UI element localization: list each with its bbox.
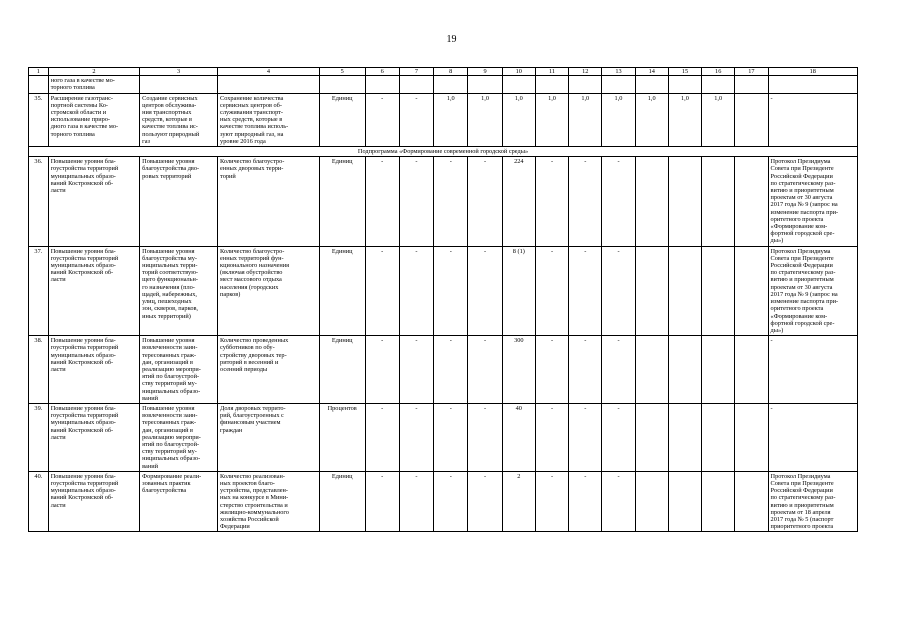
column-number: 4 [218,68,320,76]
unit: Единиц [319,336,365,404]
indicator-value: - [399,246,433,335]
indicator-name: Сохранение количества сервисных центров об- служивания транспорт- ных средств, которые в качестве топлива исполь- зуют природный газ, на уровне 2016 года [218,93,320,146]
indicator-value: - [434,403,468,471]
empty-cell [502,76,535,93]
unit: Процентов [319,403,365,471]
measure-name: Повышение уровня бла- гоустройства территорий муниципальных образо- ваний Костромской об- ласти [48,157,139,246]
indicator-value: 8 (1) [502,246,535,335]
indicator-value: 1,0 [569,93,602,146]
indicator-value: 1,0 [668,93,701,146]
empty-cell [140,76,218,93]
indicator-value: - [468,403,502,471]
measure-name: Повышение уровня бла- гоустройства территорий муниципальных образо- ваний Костромской об- ласти [48,246,139,335]
indicator-value: - [468,471,502,532]
empty-cell [319,76,365,93]
column-number: 7 [399,68,433,76]
indicator-value [735,471,768,532]
unit: Единиц [319,93,365,146]
subprogram-row [29,147,858,157]
continuation-row [29,76,858,93]
indicator-value: - [602,336,635,404]
empty-cell [535,76,568,93]
column-number: 14 [635,68,668,76]
empty-cell [735,76,768,93]
indicator-value: - [365,403,399,471]
empty-cell [468,76,502,93]
column-number: 16 [702,68,735,76]
indicator-value: - [468,157,502,246]
indicator-value: - [365,157,399,246]
indicator-value: - [535,336,568,404]
indicators-table [28,67,858,532]
empty-cell [668,76,701,93]
indicator-value [635,336,668,404]
indicator-value: - [434,246,468,335]
indicator-value: 224 [502,157,535,246]
table-row [29,336,858,404]
event-name: Формирование реали- зованных практик благоустройства [140,471,218,532]
column-number: 15 [668,68,701,76]
indicator-value: - [434,471,468,532]
indicator-value: 1,0 [502,93,535,146]
column-number: 2 [48,68,139,76]
indicator-value: - [365,336,399,404]
indicator-value: - [468,336,502,404]
indicator-name: Доля дворовых террито- рий, благоустроенных с финансовым участием граждан [218,403,320,471]
indicator-value [702,246,735,335]
indicator-value: - [535,471,568,532]
indicator-value: - [434,157,468,246]
column-number: 1 [29,68,49,76]
unit: Единиц [319,157,365,246]
row-number: 39. [29,403,49,471]
indicator-value: - [365,471,399,532]
indicator-value: - [365,93,399,146]
indicator-value [735,93,768,146]
subprogram-title: Подпрограмма «Формирование современной городской среды» [29,147,858,157]
empty-cell [365,76,399,93]
indicator-value: - [399,336,433,404]
row-number: 37. [29,246,49,335]
page-number: 19 [446,34,457,45]
empty-cell [635,76,668,93]
note: Протокол Президиума Совета при Президенте Российской Федерации по стратегическому раз- витию и приоритетным проектам от 30 августа 2017 года № 9 (запрос на изменение паспорта при- оритетного проекта «Формирование ком- фортной городской сре- ды») [768,246,857,335]
indicator-value [735,157,768,246]
empty-cell [399,76,433,93]
table-row [29,93,858,146]
indicator-value [668,246,701,335]
row-number: 38. [29,336,49,404]
indicator-value: 1,0 [468,93,502,146]
indicator-value: - [569,157,602,246]
indicator-value [702,403,735,471]
empty-cell [218,76,320,93]
unit: Единиц [319,246,365,335]
empty-cell [569,76,602,93]
indicator-value: - [399,403,433,471]
table-row [29,403,858,471]
row-number-cell [29,76,49,93]
note: Протокол Президиума Совета при Президенте Российской Федерации по стратегическому раз- витию и приоритетным проектам от 18 апреля 2017 года № 5 (паспорт приоритетного проекта [768,471,857,532]
column-number: 11 [535,68,568,76]
indicator-value [668,471,701,532]
event-name: Повышение уровня благоустройства дво- ровых территорий [140,157,218,246]
event-name: Повышение уровня вовлеченности заин- тересованных граж- дан, организаций в реализацию меропри- ятий по благоустрой- ству территорий му- ниципальных образо- ваний [140,403,218,471]
indicator-value [668,403,701,471]
table-row [29,157,858,246]
indicator-value: - [468,246,502,335]
indicator-value: - [399,157,433,246]
indicator-value: 1,0 [535,93,568,146]
event-name: Повышение уровня вовлеченности заин- тересованных граж- дан, организаций в реализацию меропри- ятий по благоустрой- ству территорий му- ниципальных образо- ваний [140,336,218,404]
measure-name: Повышение уровня бла- гоустройства территорий муниципальных образо- ваний Костромской об- ласти [48,471,139,532]
indicator-value: 2 [502,471,535,532]
indicator-value: - [434,336,468,404]
indicator-value: - [569,403,602,471]
measure-name: Повышение уровня бла- гоустройства территорий муниципальных образо- ваний Костромской об- ласти [48,403,139,471]
table-row [29,471,858,532]
indicator-value [735,336,768,404]
indicator-name: Количество благоустро- енных территорий фун- кционального назначения (включая обустройство мест массового отдыха населения (городских парков) [218,246,320,335]
indicator-value: - [602,246,635,335]
indicator-value [668,336,701,404]
note: Протокол Президиума Совета при Президенте Российской Федерации по стратегическому раз- витию и приоритетным проектам от 30 августа 2017 года № 9 (запрос на изменение паспорта при- оритетного проекта «Формирование ком- фортной городской сре- ды») [768,157,857,246]
indicator-value [668,157,701,246]
indicator-value: - [535,246,568,335]
indicator-value: - [602,157,635,246]
indicator-value: 1,0 [635,93,668,146]
empty-cell [434,76,468,93]
indicator-value: 40 [502,403,535,471]
indicator-value: - [602,403,635,471]
column-number: 17 [735,68,768,76]
column-number: 10 [502,68,535,76]
empty-cell [602,76,635,93]
indicator-value: - [365,246,399,335]
note: - [768,93,857,146]
indicator-value: - [535,157,568,246]
column-number: 13 [602,68,635,76]
indicator-value [702,157,735,246]
indicator-value [702,471,735,532]
column-number-row [29,68,858,76]
column-number: 3 [140,68,218,76]
indicator-value [735,403,768,471]
note: - [768,336,857,404]
indicator-value: - [399,471,433,532]
unit: Единиц [319,471,365,532]
column-number: 5 [319,68,365,76]
indicator-value: 300 [502,336,535,404]
indicator-value [735,246,768,335]
table-row [29,246,858,335]
column-number: 12 [569,68,602,76]
continuation-text: ного газа в качестве мо- торного топлива [48,76,139,93]
indicator-value: - [535,403,568,471]
indicator-value: 1,0 [434,93,468,146]
empty-cell [702,76,735,93]
column-number: 18 [768,68,857,76]
event-name: Создание сервисных центров обслужива- ния транспортных средств, которые в качестве топлива ис- пользуют природный газ [140,93,218,146]
indicator-value: - [569,246,602,335]
event-name: Повышение уровня благоустройства му- ниципальных терри- торий соответствую- щего функциональн- го назначения (пло- щадей, набережных, улиц, пешеходных зон, скверов, парков, иных территорий) [140,246,218,335]
indicator-value [635,246,668,335]
indicator-value [635,471,668,532]
note: - [768,403,857,471]
measure-name: Расширение газотранс- портной системы Ко- стромской области и использование приро- дного газа в качестве мо- торного топлива [48,93,139,146]
indicator-value: - [569,336,602,404]
indicator-value: 1,0 [702,93,735,146]
indicator-value: - [602,471,635,532]
column-number: 9 [468,68,502,76]
empty-cell [768,76,857,93]
indicator-value: 1,0 [602,93,635,146]
indicator-name: Количество благоустро- енных дворовых терри- торий [218,157,320,246]
row-number: 35. [29,93,49,146]
row-number: 40. [29,471,49,532]
indicator-name: Количество проведенных субботников по обу- стройству дворовых тер- риторий в весенний и осенний периоды [218,336,320,404]
indicator-name: Количество реализован- ных проектов благо- устройства, представлен- ных на конкурсе в Мини- стерство строительства и жилищно-коммунального хозяйства Российской Федерации [218,471,320,532]
indicator-value [635,403,668,471]
indicator-value [702,336,735,404]
indicator-value: - [569,471,602,532]
measure-name: Повышение уровня бла- гоустройства территорий муниципальных образо- ваний Костромской об- ласти [48,336,139,404]
column-number: 6 [365,68,399,76]
column-number: 8 [434,68,468,76]
indicator-value: - [399,93,433,146]
row-number: 36. [29,157,49,246]
indicator-value [635,157,668,246]
